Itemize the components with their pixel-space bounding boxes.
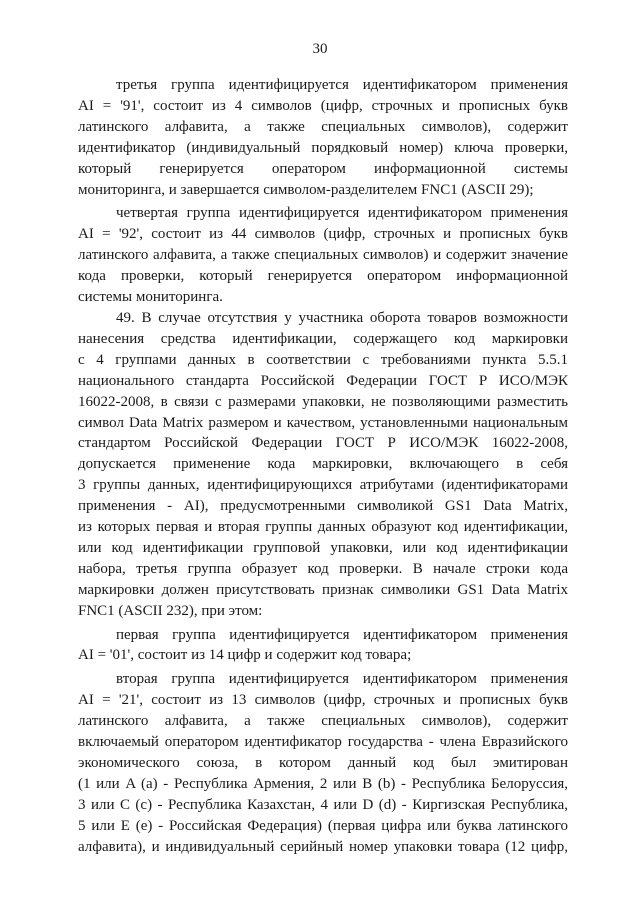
paragraph: [78, 203, 568, 308]
document-body: [78, 75, 568, 858]
text-line: 3 или C (c) - Республика Казахстан, 4 или D (d) - Киргизская Республика,: [78, 796, 568, 813]
text-line: национального стандарта Российской Федерации ГОСТ Р ИСО/МЭК: [78, 372, 568, 389]
text-line: мониторинга, и завершается символом-разделителем FNC1 (ASCII 29);: [78, 181, 534, 198]
text-line: 3 группы данных, идентифицирующихся атрибутами (идентификаторами: [78, 477, 568, 494]
text-line: первая группа идентифицируется идентификатором применения: [116, 626, 568, 643]
text-line: кода проверки, который генерируется оператором информационной: [78, 268, 568, 285]
text-line: FNC1 (ASCII 232), при этом:: [78, 602, 263, 619]
text-line: применения - AI), предусмотренными символикой GS1 Data Matrix,: [78, 498, 568, 515]
text-line: или код идентификации групповой упаковки, или код идентификации: [78, 539, 568, 556]
text-line: набора, третья группа образует код проверки. В начале строки кода: [78, 560, 568, 577]
text-line: латинского алфавита, а также специальных символов) и содержит значение: [78, 247, 568, 264]
text-line: AI = '92', состоит из 44 символов (цифр, строчных и прописных букв: [78, 226, 568, 243]
text-line: 16022-2008, в связи с размерами упаковки, не позволяющими разместить: [78, 393, 568, 410]
text-line: 49. В случае отсутствия у участника оборота товаров возможности: [116, 309, 568, 326]
text-line: маркировки должен присутствовать признак символики GS1 Data Matrix: [78, 581, 568, 598]
text-line: экономического союза, в котором данный код был эмитирован: [78, 755, 568, 771]
paragraph: [78, 308, 568, 622]
text-line: третья группа идентифицируется идентификатором применения: [116, 77, 568, 93]
paragraph: [78, 669, 568, 857]
text-line: допускается применение кода маркировки, включающего в себя: [78, 456, 568, 473]
paragraph: [78, 625, 568, 667]
text-line: четвертая группа идентифицируется идентификатором применения: [116, 205, 568, 222]
text-line: с 4 группами данных в соответствии с требованиями пункта 5.5.1: [78, 351, 568, 368]
text-line: латинского алфавита, а также специальных символов), содержит: [78, 713, 568, 730]
text-line: AI = '21', состоит из 13 символов (цифр, строчных и прописных букв: [78, 692, 568, 709]
text-line: алфавита), и индивидуальный серийный номер упаковки товара (12 цифр,: [78, 838, 568, 855]
text-line: стандартом Российской Федерации ГОСТ Р ИСО/МЭК 16022-2008,: [78, 435, 568, 452]
page-number: 30: [312, 41, 328, 57]
text-line: включаемый оператором идентификатор государства - члена Евразийского: [78, 734, 568, 751]
text-line: нанесения средства идентификации, содержащего код маркировки: [78, 330, 568, 347]
text-line: идентификатор (индивидуальный порядковый номер) ключа проверки,: [78, 139, 568, 156]
text-line: вторая группа идентифицируется идентификатором применения: [116, 671, 568, 688]
text-line: системы мониторинга.: [78, 289, 223, 306]
text-line: AI = '91', состоит из 4 символов (цифр, строчных и прописных букв: [78, 97, 568, 114]
text-line: 5 или E (e) - Российская Федерация) (первая цифра или буква латинского: [78, 817, 568, 834]
text-line: латинского алфавита, а также специальных символов), содержит: [78, 118, 568, 135]
text-line: который генерируется оператором информационной системы: [78, 160, 568, 177]
paragraph: [78, 75, 568, 200]
text-line: символ Data Matrix размером и качеством, установленными национальным: [78, 414, 568, 431]
text-line: из которых первая и вторая группы данных образуют код идентификации,: [78, 519, 568, 536]
text-line: AI = '01', состоит из 14 цифр и содержит код товара;: [78, 647, 412, 664]
text-line: (1 или A (a) - Республика Армения, 2 или B (b) - Республика Белоруссия,: [78, 775, 568, 792]
